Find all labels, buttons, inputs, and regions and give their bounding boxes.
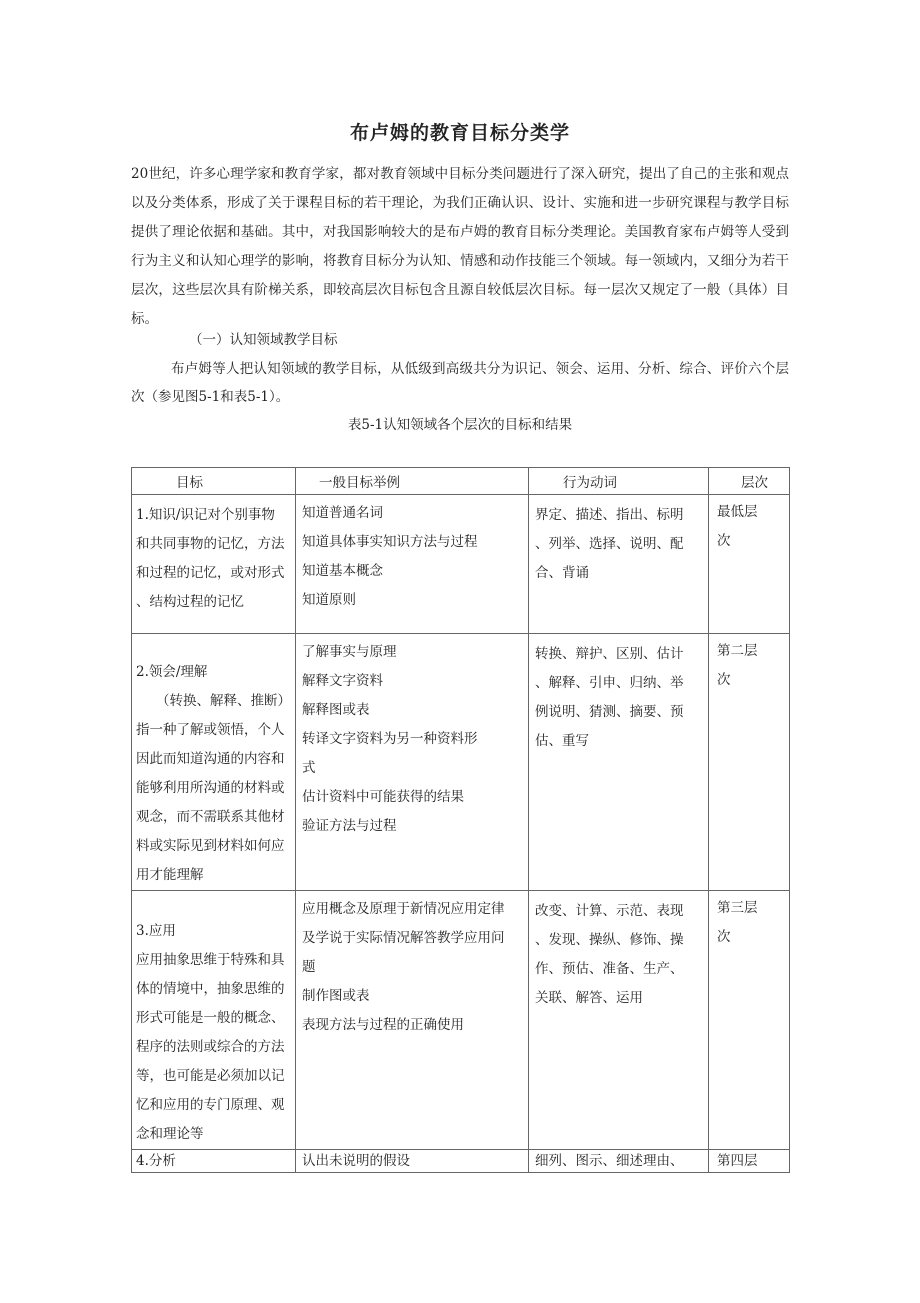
goal-line: 体的情境中，抽象思维的: [136, 981, 285, 997]
table-caption: 表5-1认知领域各个层次的目标和结果: [347, 417, 573, 433]
verb-line: 界定、描述、指出、标明: [535, 507, 684, 523]
level-line: 第四层: [717, 1153, 758, 1169]
example-line: 知道原则: [302, 592, 356, 608]
level-line: 次: [717, 533, 731, 549]
verb-line: 转换、辩护、区别、估计: [535, 646, 684, 662]
goal-line: 1.知识/识记对个别事物: [136, 507, 275, 523]
verbs-cell: [529, 495, 709, 634]
goal-line: 、结构过程的记忆: [136, 594, 244, 610]
header-goal: 目标: [132, 468, 296, 495]
level-cell: [709, 1150, 790, 1173]
verb-line: 合、背诵: [535, 565, 589, 581]
verb-line: 改变、计算、示范、表现: [535, 903, 684, 919]
goal-line: 用才能理解: [136, 867, 204, 883]
example-line: 解释文字资料: [302, 673, 383, 689]
level-cell: [709, 891, 790, 1150]
example-line: 认出未说明的假设: [302, 1153, 410, 1169]
goal-cell: [132, 891, 296, 1150]
table-header-row: [132, 468, 790, 495]
goal-cell: [132, 1150, 296, 1173]
table-row: [132, 1150, 790, 1173]
level-line: 次: [717, 929, 731, 945]
goal-title: 3.应用: [136, 923, 176, 939]
example-line: 知道具体事实知识方法与过程: [302, 534, 478, 550]
example-line: 估计资料中可能获得的结果: [302, 789, 464, 805]
goal-line: 和共同事物的记忆，方法: [136, 536, 285, 552]
verb-line: 、解释、引申、归纳、举: [535, 675, 684, 691]
goal-subtitle: （转换、解释、推断）: [156, 693, 291, 709]
goal-line: 程序的法则或综合的方法: [136, 1039, 285, 1055]
intro-paragraph: [131, 160, 789, 334]
example-line: 了解事实与原理: [302, 644, 397, 660]
examples-cell: [296, 634, 529, 891]
verb-line: 关联、解答、运用: [535, 990, 643, 1006]
example-line: 及学说于实际情况解答教学应用问: [302, 930, 505, 946]
goal-line: 因此而知道沟通的内容和: [136, 751, 285, 767]
level-line: 次: [717, 672, 731, 688]
example-line: 解释图或表: [302, 702, 370, 718]
verb-line: 例说明、猜测、摘要、预: [535, 704, 684, 720]
goal-cell: [132, 495, 296, 634]
cognitive-goals-table: [131, 467, 790, 1173]
example-line: 表现方法与过程的正确使用: [302, 1017, 464, 1033]
verb-line: 、发现、操纵、修饰、操: [535, 932, 684, 948]
verb-line: 细列、图示、细述理由、: [535, 1153, 684, 1169]
verbs-cell: [529, 891, 709, 1150]
level-line: 最低层: [717, 504, 758, 520]
examples-cell: [296, 1150, 529, 1173]
table-row: [132, 495, 790, 634]
example-line: 转译文字资料为另一种资料形: [302, 731, 478, 747]
goal-line: 忆和应用的专门原理、观: [136, 1097, 285, 1113]
goal-line: 4.分析: [136, 1153, 176, 1169]
example-line: 验证方法与过程: [302, 818, 397, 834]
goal-line: 形式可能是一般的概念、: [136, 1010, 285, 1026]
goal-line: 等，也可能是必须加以记: [136, 1068, 285, 1084]
verbs-cell: [529, 1150, 709, 1173]
table-row: [132, 891, 790, 1150]
level-cell: [709, 495, 790, 634]
example-line: 制作图或表: [302, 988, 370, 1004]
examples-cell: [296, 495, 529, 634]
examples-cell: [296, 891, 529, 1150]
goal-line: 应用抽象思维于特殊和具: [136, 952, 285, 968]
goal-line: 观念，而不需联系其他材: [136, 809, 285, 825]
level-line: 第三层: [717, 900, 758, 916]
header-verbs: 行为动词: [529, 468, 709, 495]
example-line: 应用概念及原理于新情况应用定律: [302, 901, 505, 917]
goal-line: 指一种了解或领悟，个人: [136, 722, 285, 738]
example-line: 知道普通名词: [302, 505, 383, 521]
goal-cell: [132, 634, 296, 891]
verbs-cell: [529, 634, 709, 891]
section-subheading: （一）认知领域教学目标: [189, 332, 338, 348]
goal-line: 念和理论等: [136, 1126, 204, 1142]
header-examples: 一般目标举例: [296, 468, 529, 495]
verb-line: 估、重写: [535, 733, 589, 749]
verb-line: 作、预估、准备、生产、: [535, 961, 684, 977]
goal-line: 料或实际见到材料如何应: [136, 838, 285, 854]
level-cell: [709, 634, 790, 891]
table-row: [132, 634, 790, 891]
verb-line: 、列举、选择、说明、配: [535, 536, 684, 552]
example-line: 式: [302, 760, 316, 776]
header-level: 层次: [709, 468, 790, 495]
example-line: 知道基本概念: [302, 563, 383, 579]
goal-line: 能够利用所沟通的材料或: [136, 780, 285, 796]
intro-text: 20世纪，许多心理学家和教育学家，都对教育领域中目标分类问题进行了深入研究，提出了自己的主张和观点以及分类体系，形成了关于课程目标的若干理论，为我们正确认识、设计、实施和进一步研究课程与教学目标提供了理论依据和基础。其中，对我国影响较大的是布卢姆的教育目标分类理论。美国教育家布卢姆等人受到行为主义和认知心理学的影响，将教育目标分为认知、情感和动作技能三个领域。每一领域内，又细分为若干层次，这些层次具有阶梯关系，即较高层次目标包含且源自较低层次目标。每一层次又规定了一般（具体）目标。: [131, 166, 789, 327]
level-line: 第二层: [717, 643, 758, 659]
example-line: 题: [302, 959, 316, 975]
paragraph-cognitive-levels: 布卢姆等人把认知领域的教学目标，从低级到高级共分为识记、领会、运用、分析、综合、评价六个层次（参见图5-1和表5-1）。: [131, 361, 789, 405]
goal-title: 2.领会/理解: [136, 664, 208, 680]
goal-line: 和过程的记忆，或对形式: [136, 565, 285, 581]
page-title: 布卢姆的教育目标分类学: [349, 122, 570, 144]
